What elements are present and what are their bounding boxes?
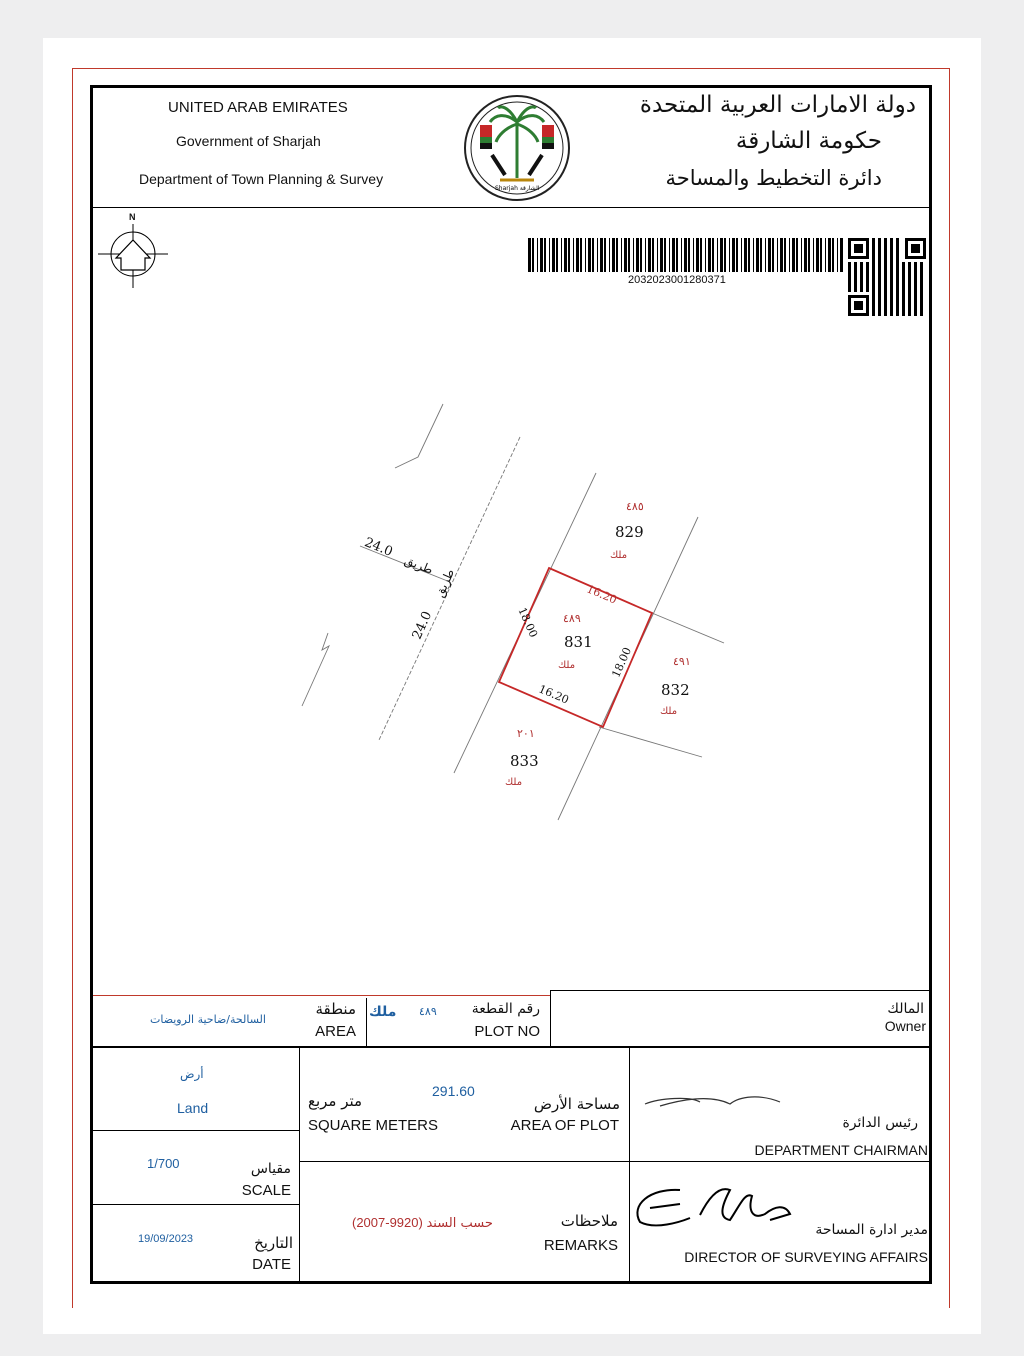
land-label-ar: أرض	[180, 1067, 204, 1081]
area-value: السالحة/ضاحية الرويضات	[150, 1013, 266, 1026]
remarks-label-ar: ملاحظات	[560, 1212, 618, 1230]
owner-label-ar: المالك	[887, 1001, 924, 1017]
subject-plot-number: 831	[564, 633, 593, 651]
table-divider	[550, 990, 551, 1046]
remarks-deed-reference: (2007-9920)	[352, 1215, 423, 1230]
road-width-label: 24.0	[362, 535, 395, 560]
header-divider	[93, 207, 929, 208]
remarks-deed-label: حسب السند	[426, 1216, 493, 1231]
plot-side-bottom: 16.20	[536, 682, 571, 707]
road-label: طريق	[432, 566, 458, 600]
country-ar: دولة الامارات العربية المتحدة	[639, 92, 916, 118]
director-label-ar: مدير ادارة المساحة	[815, 1222, 928, 1238]
plot-type: ملك	[660, 706, 678, 717]
table-divider	[93, 1204, 299, 1205]
scale-value: 1/700	[147, 1156, 180, 1171]
seal-text: Sharjah الشارقة	[495, 185, 540, 192]
remarks-value	[352, 1215, 493, 1231]
table-top-border	[93, 995, 551, 996]
plot-number-ar: ٢٠١	[517, 728, 535, 740]
plot-side-right: 18.00	[609, 645, 635, 680]
plot-number-ar: ٤٨٥	[626, 501, 644, 513]
plot-type-value: ملك	[369, 1004, 397, 1020]
department-ar: دائرة التخطيط والمساحة	[665, 166, 882, 190]
square-meters-label-ar: متر مربع	[308, 1092, 363, 1110]
barcode-number: 2032023001280371	[628, 274, 726, 286]
square-meters-label: SQUARE METERS	[308, 1117, 439, 1134]
remarks-label: REMARKS	[543, 1237, 618, 1254]
table-divider	[366, 998, 367, 1046]
table-divider	[300, 1161, 930, 1162]
subject-plot-type: ملك	[558, 660, 576, 671]
road-width-label: 24.0	[409, 609, 436, 642]
scale-label-ar: مقياس	[250, 1161, 291, 1177]
plot-number: 832	[661, 681, 690, 699]
plot-type: ملك	[505, 777, 523, 788]
plot-no-label-ar: رقم القطعة	[471, 1001, 540, 1017]
date-label: DATE	[252, 1256, 291, 1273]
plot-number: 829	[615, 523, 644, 541]
government-ar: حكومة الشارقة	[735, 128, 882, 154]
director-label: DIRECTOR OF SURVEYING AFFAIRS	[684, 1249, 928, 1265]
document-frame	[90, 85, 932, 1284]
table-divider	[93, 1130, 299, 1131]
department-en: Department of Town Planning & Survey	[139, 171, 384, 187]
dept-chairman-label: DEPARTMENT CHAIRMAN	[754, 1142, 928, 1158]
north-label: N	[129, 212, 136, 222]
area-label-ar: منطقة	[315, 1000, 356, 1018]
dept-chairman-label-ar: رئيس الدائرة	[842, 1115, 918, 1131]
land-label: Land	[177, 1100, 209, 1116]
plot-no-label: PLOT NO	[474, 1023, 540, 1040]
subject-plot-number-ar: ٤٨٩	[563, 613, 581, 625]
table-divider	[299, 1047, 300, 1281]
country-en: UNITED ARAB EMIRATES	[168, 99, 348, 116]
area-label: AREA	[315, 1023, 356, 1040]
road-label: طريق	[402, 552, 436, 578]
owner-label: Owner	[884, 1018, 926, 1034]
area-of-plot-label: AREA OF PLOT	[510, 1117, 619, 1134]
plot-no-value: ٤٨٩	[419, 1006, 437, 1018]
table-top-border	[550, 990, 930, 991]
table-divider	[629, 1047, 630, 1281]
plot-side-left: 18.00	[515, 605, 541, 640]
plot-side-top: 16.20	[584, 582, 619, 607]
government-en: Government of Sharjah	[176, 133, 321, 149]
date-label-ar: التاريخ	[254, 1234, 293, 1252]
scale-label: SCALE	[241, 1182, 291, 1199]
area-of-plot-label-ar: مساحة الأرض	[533, 1095, 620, 1113]
area-of-plot-value: 291.60	[432, 1083, 475, 1099]
plot-number: 833	[510, 752, 539, 770]
table-divider	[93, 1046, 930, 1048]
plot-type: ملك	[610, 550, 628, 561]
plot-number-ar: ٤٩١	[673, 656, 691, 668]
date-value: 19/09/2023	[138, 1233, 194, 1245]
